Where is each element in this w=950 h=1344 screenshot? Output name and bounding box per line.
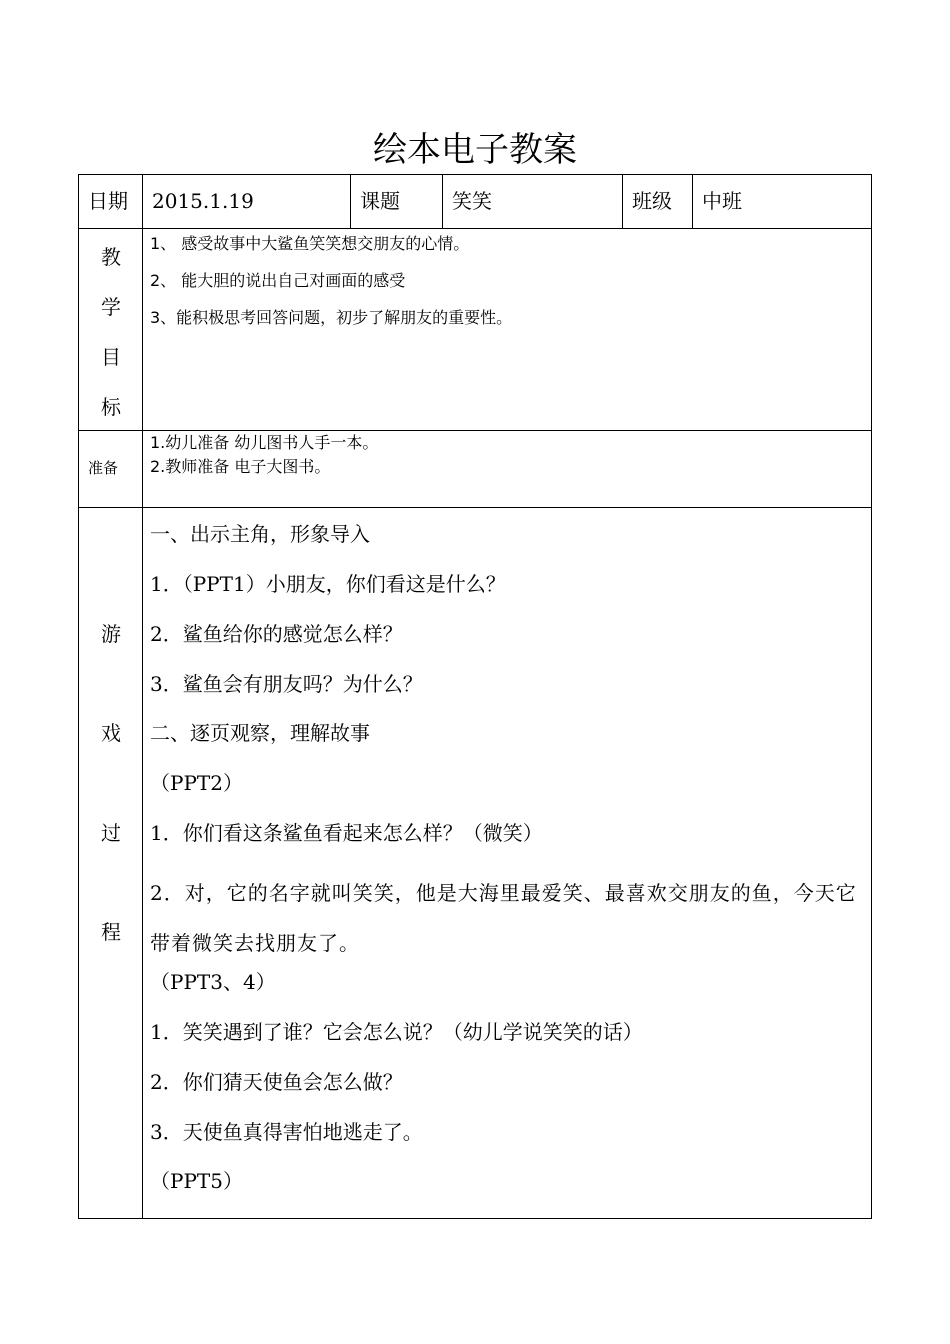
table-border-top (78, 174, 872, 175)
objectives-label-char: 学 (101, 295, 121, 319)
process-line: 二、逐页观察，理解故事 (150, 721, 370, 745)
row-divider (78, 430, 872, 431)
date-value: 2015.1.19 (152, 189, 254, 213)
table-border-bottom (78, 1218, 872, 1219)
preparation-item: 2.教师准备 电子大图书。 (150, 457, 331, 476)
row-divider (78, 507, 872, 508)
topic-label: 课题 (360, 189, 400, 213)
process-label-char: 游 (101, 622, 121, 646)
process-line: 1．笑笑遇到了谁？它会怎么说？（幼儿学说笑笑的话） (150, 1020, 643, 1044)
objective-item: 1、 感受故事中大鲨鱼笑笑想交朋友的心情。 (150, 234, 470, 253)
column-divider (442, 174, 443, 228)
objectives-label-char: 教 (101, 245, 121, 269)
process-label-char: 过 (101, 821, 121, 845)
process-line: 1．（PPT1）小朋友，你们看这是什么？ (150, 572, 506, 596)
preparation-item: 1.幼儿准备 幼儿图书人手一本。 (150, 433, 379, 452)
table-border-left (78, 174, 79, 1219)
preparation-label: 准备 (88, 459, 119, 477)
objective-item: 2、 能大胆的说出自己对画面的感受 (150, 271, 406, 290)
row-divider (78, 228, 872, 229)
column-divider (142, 174, 143, 1219)
process-label-char: 戏 (101, 721, 121, 745)
column-divider (622, 174, 623, 228)
process-line: （PPT3、4） (150, 970, 276, 994)
objective-item: 3、能积极思考回答问题，初步了解朋友的重要性。 (150, 308, 513, 327)
document-title: 绘本电子教案 (373, 130, 577, 170)
column-divider (692, 174, 693, 228)
objectives-label-char: 目 (101, 345, 121, 369)
objectives-label-char: 标 (101, 395, 121, 419)
process-line: 3．鲨鱼会有朋友吗？为什么？ (150, 672, 423, 696)
process-line: 一、出示主角，形象导入 (150, 522, 370, 546)
process-line: 3．天使鱼真得害怕地逃走了。 (150, 1120, 423, 1144)
class-value: 中班 (702, 189, 742, 213)
class-label: 班级 (632, 189, 672, 213)
table-border-right (871, 174, 872, 1219)
process-label-char: 程 (101, 920, 121, 944)
process-line: （PPT2） (150, 771, 243, 795)
process-line: 2．对，它的名字就叫笑笑，他是大海里最爱笑、最喜欢交朋友的鱼，今天它带着微笑去找朋友了。 (150, 881, 857, 955)
process-line: 2．你们猜天使鱼会怎么做？ (150, 1070, 403, 1094)
process-line: （PPT5） (150, 1169, 243, 1193)
process-line: 1．你们看这条鲨鱼看起来怎么样？（微笑） (150, 821, 543, 845)
date-label: 日期 (88, 189, 128, 213)
topic-value: 笑笑 (452, 189, 492, 213)
column-divider (350, 174, 351, 228)
process-line: 2．鲨鱼给你的感觉怎么样？ (150, 622, 403, 646)
